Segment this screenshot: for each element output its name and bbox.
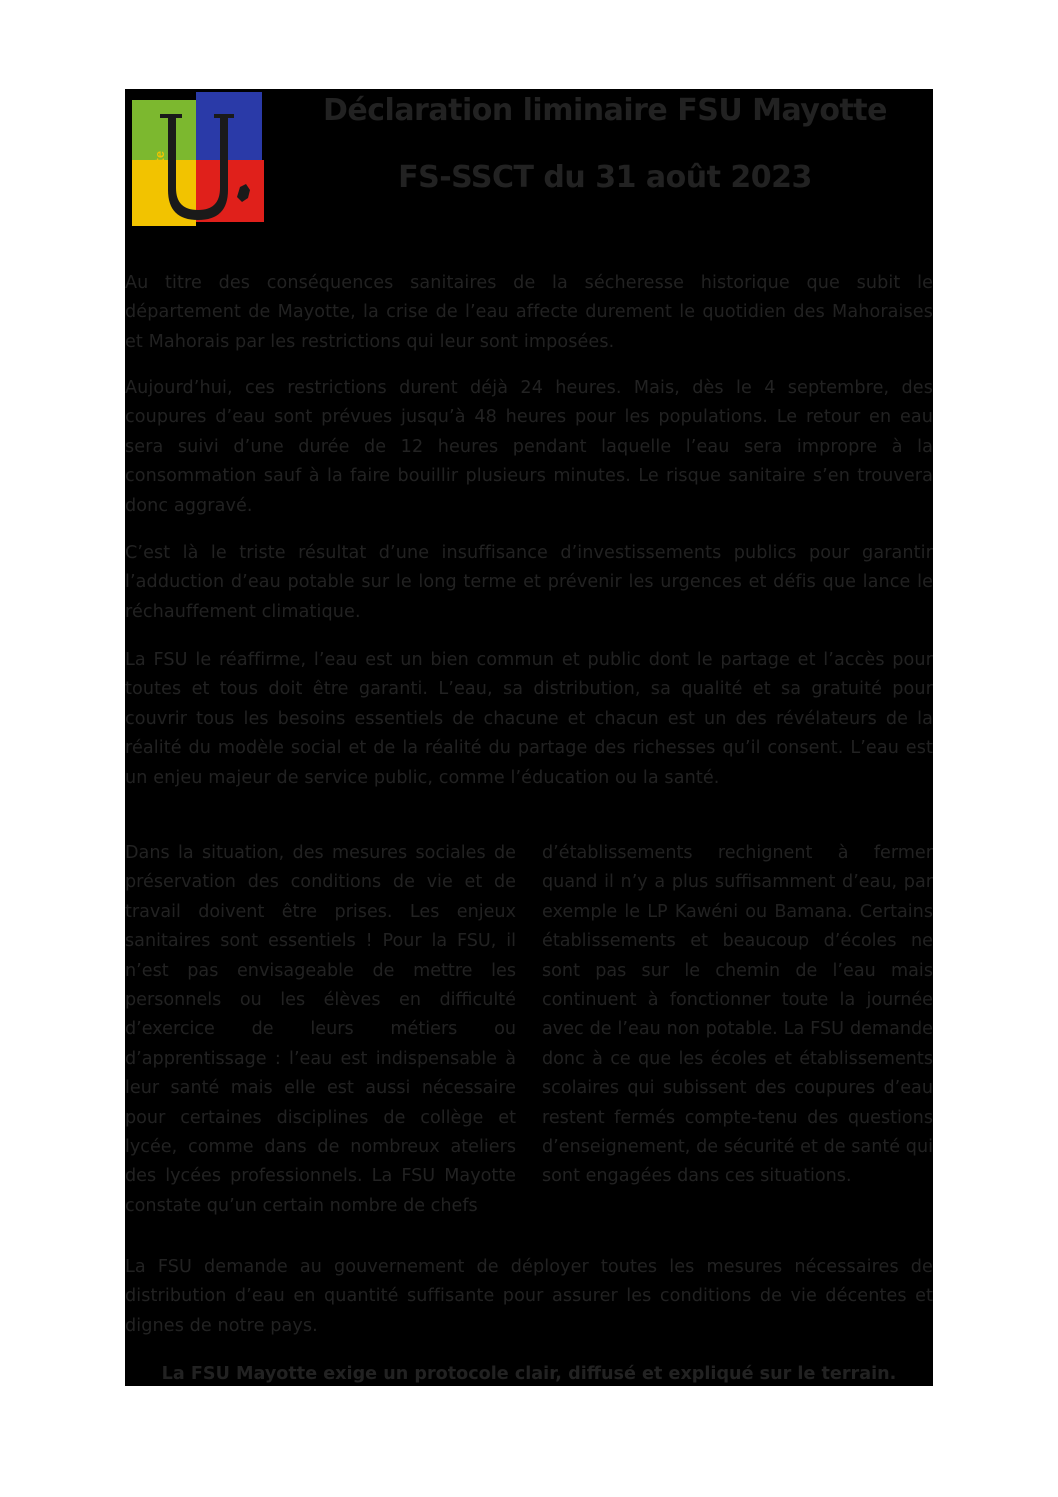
column-right-text: d’établissements rechignent à fermer quand il n’y a plus suffisamment d’eau, par exemple le LP Kawéni ou Bamana. Certains établissements et beaucoup d’écoles ne sont pas sur le chemin de l’eau mais continuent à fonctionner toute la journée avec de l’eau non potable. La FSU demande donc à ce que les écoles et établissements scolaires qui subissent des coupures d’eau restent fermés compte-tenu des questions d’enseignement, de sécurité et de santé qui sont engagées dans ces situations. <box>542 843 933 1187</box>
page-title-line-1: Déclaration liminaire FSU Mayotte <box>323 93 887 128</box>
paragraph-2: Aujourd’hui, ces restrictions durent déjà 24 heures. Mais, dès le 4 septembre, des coupures d’eau sont prévues jusqu’à 48 heures pour les populations. Le retour en eau sera suivi d’une durée de 12 heures pendant laquelle l’eau sera impropre à la consommation sauf à la faire bouillir plusieurs minutes. Le risque sanitaire s’en trouvera donc aggravé. <box>125 378 933 516</box>
logo-blue-square <box>196 92 262 160</box>
paragraph-4: La FSU le réaffirme, l’eau est un bien commun et public dont le partage et l’accès pour toutes et tous doit être garanti. L’eau, sa distribution, sa qualité et sa gratuité pour couvrir tous les besoins essentiels de chacune et chacun est un des révélateurs de la réalité du modèle social et de la réalité du partage des richesses qu’il consent. L’eau est un enjeu majeur de service public, comme l’éducation ou la santé. <box>125 650 933 788</box>
paragraph-3: C’est là le triste résultat d’une insuffisance d’investissements publics pour garantir l’adduction d’eau potable sur le long terme et prévenir les urgences et défis que lance le réchauffement climatique. <box>125 543 933 622</box>
fsu-mayotte-logo <box>130 92 265 228</box>
page-title-line-2: FS-SSCT du 31 août 2023 <box>398 160 812 195</box>
paragraph-6: La FSU demande au gouvernement de déployer toutes les mesures nécessaires de distribution d’eau en quantité suffisante pour assurer les conditions de vie décentes et dignes de notre pays. <box>125 1257 933 1336</box>
closing-statement: La FSU Mayotte exige un protocole clair, diffusé et expliqué sur le terrain. <box>161 1364 897 1384</box>
document-page <box>125 89 933 1386</box>
paragraph-1: Au titre des conséquences sanitaires de la sécheresse historique que subit le département de Mayotte, la crise de l’eau affecte durement le quotidien des Mahoraises et Mahorais par les restrictions qui leur sont imposées. <box>125 273 933 352</box>
logo-text: Mayotte <box>152 150 167 200</box>
column-left-text: Dans la situation, des mesures sociales de préservation des conditions de vie et de travail doivent être prises. Les enjeux sanitaires sont essentiels ! Pour la FSU, il n’est pas envisageable de mettre les personnels ou les élèves en difficulté d’exercice de leurs métiers ou d’apprentissage : l’eau est indispensable à leur santé mais elle est aussi nécessaire pour certaines disciplines de collège et lycée, comme dans de nombreux ateliers des lycées professionnels. La FSU Mayotte constate qu’un certain nombre de chefs <box>125 843 516 1216</box>
